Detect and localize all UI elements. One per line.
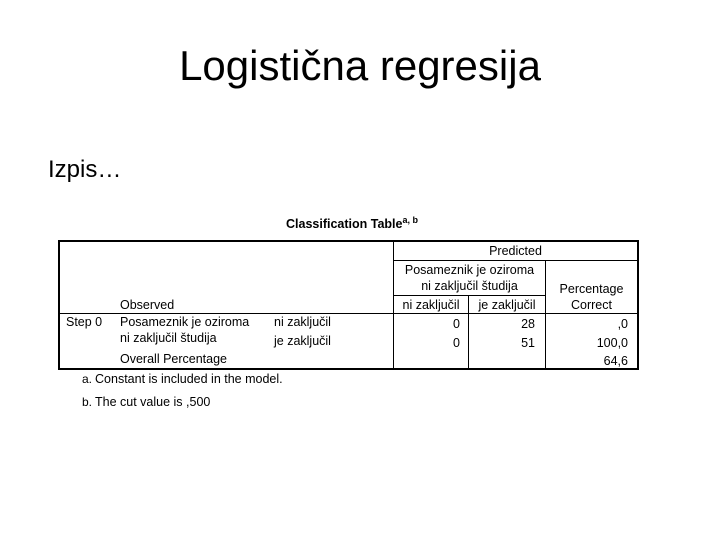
row-label: je zaključil [274,334,331,348]
divider [393,295,545,296]
cell-value: 51 [521,336,535,350]
footnote-letter: b. [82,395,93,409]
percentage-header-line2: Correct [571,298,612,312]
cell-value: ,0 [617,317,628,331]
overall-label: Overall Percentage [120,352,228,366]
observed-var-line2: ni zaključil študija [120,331,217,345]
table-caption [286,215,418,231]
predicted-var-line2: ni zaključil študija [421,279,518,293]
cell-value: 0 [453,336,460,350]
bullet-text: Izpis… [48,156,122,183]
caption-text: Classification Table [286,217,403,232]
predicted-header: Predicted [489,244,542,258]
footnote [82,372,283,386]
overall-value: 64,6 [603,354,628,368]
footnote [82,395,210,409]
step-label: Step 0 [66,315,103,329]
predicted-var-line1: Posameznik je oziroma [404,263,535,277]
footnote-letter: a. [82,372,93,386]
col-header-je: je zaključil [478,298,536,312]
divider [545,260,546,368]
cell-value: 100,0 [596,336,628,350]
col-header-ni: ni zaključil [402,298,460,312]
row-label: ni zaključil [274,315,331,329]
observed-header: Observed [120,298,175,312]
footnote-text: Constant is included in the model. [95,372,283,386]
footnote-text: The cut value is ,500 [95,395,211,409]
observed-var-line1: Posameznik je oziroma [120,315,250,329]
percentage-header-line1: Percentage [559,282,624,296]
divider [60,313,637,314]
slide-title: Logistična regresija [179,42,541,89]
divider [393,260,637,261]
classification-table [58,240,639,370]
cell-value: 0 [453,317,460,331]
caption-superscript: a, b [402,215,418,225]
cell-value: 28 [521,317,535,331]
